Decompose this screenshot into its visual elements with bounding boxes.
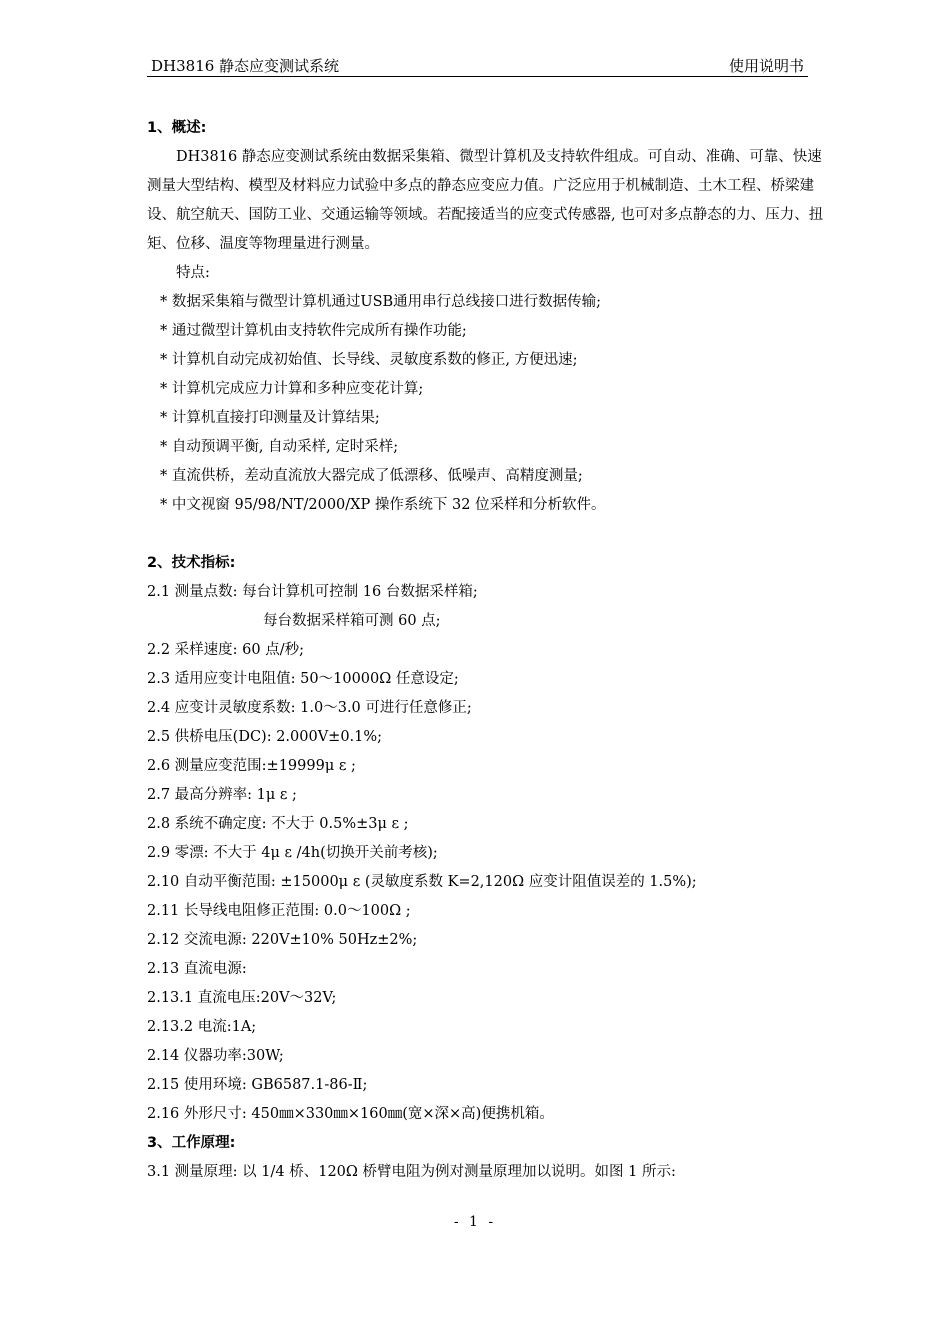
spec-item: 2.8 系统不确定度: 不大于 0.5%±3μ ε ;: [147, 816, 409, 832]
spec-item: 2.2 采样速度: 60 点/秒;: [147, 642, 304, 658]
principle-line: 3.1 测量原理: 以 1/4 桥、120Ω 桥臂电阻为例对测量原理加以说明。如图 1 所示:: [147, 1164, 676, 1180]
spec-item: 2.6 测量应变范围:±19999μ ε ;: [147, 758, 356, 774]
spec-item: 2.15 使用环境: GB6587.1-86-Ⅱ;: [147, 1077, 368, 1093]
section-1-paragraph: DH3816 静态应变测试系统由数据采集箱、微型计算机及支持软件组成。可自动、准确、可靠、快速测量大型结构、模型及材料应力试验中多点的静态应变应力值。广泛应用于机械制造、土木工程、桥梁建设、航空航天、国防工业、交通运输等领域。若配接适当的应变式传感器, 也可对多点静态的力、压力、扭矩、位移、温度等物理量进行测量。: [147, 149, 824, 252]
header-doc-type: 使用说明书: [728, 57, 804, 75]
spec-item: 2.7 最高分辨率: 1μ ε ;: [147, 787, 297, 803]
feature-item: * 计算机完成应力计算和多种应变花计算;: [160, 381, 424, 397]
spec-item: 2.16 外形尺寸: 450㎜×330㎜×160㎜(宽×深×高)便携机箱。: [147, 1106, 554, 1122]
section-3-title: 3、工作原理:: [147, 1135, 236, 1151]
spec-item: 每台数据采样箱可测 60 点;: [263, 613, 441, 629]
features-label: 特点:: [176, 265, 210, 281]
spec-item: 2.11 长导线电阻修正范围: 0.0～100Ω ;: [147, 903, 411, 919]
spec-item: 2.10 自动平衡范围: ±15000μ ε (灵敏度系数 K=2,120Ω 应变计阻值误差的 1.5%);: [147, 874, 697, 890]
spec-item: 2.9 零漂: 不大于 4μ ε /4h(切换开关前考核);: [147, 845, 438, 861]
header-title: DH3816 静态应变测试系统: [151, 57, 340, 75]
spec-item: 2.3 适用应变计电阻值: 50～10000Ω 任意设定;: [147, 671, 459, 687]
feature-item: * 中文视窗 95/98/NT/2000/XP 操作系统下 32 位采样和分析软件。: [160, 497, 606, 513]
spec-item: 2.5 供桥电压(DC): 2.000V±0.1%;: [147, 729, 383, 745]
feature-item: * 计算机直接打印测量及计算结果;: [160, 410, 380, 426]
spec-item: 2.1 测量点数: 每台计算机可控制 16 台数据采样箱;: [147, 584, 478, 600]
feature-item: * 数据采集箱与微型计算机通过USB通用串行总线接口进行数据传输;: [160, 294, 602, 310]
document-body: [147, 114, 827, 1187]
feature-item: * 自动预调平衡, 自动采样, 定时采样;: [160, 439, 399, 455]
feature-item: * 通过微型计算机由支持软件完成所有操作功能;: [160, 323, 467, 339]
spec-item: 2.12 交流电源: 220V±10% 50Hz±2%;: [147, 932, 418, 948]
spec-item: 2.14 仪器功率:30W;: [147, 1048, 284, 1064]
spec-item: 2.13.1 直流电压:20V～32V;: [147, 990, 337, 1006]
feature-item: * 计算机自动完成初始值、长导线、灵敏度系数的修正, 方便迅速;: [160, 352, 578, 368]
page-header: [147, 52, 808, 77]
section-1-title: 1、概述:: [147, 120, 207, 136]
spec-item: 2.4 应变计灵敏度系数: 1.0～3.0 可进行任意修正;: [147, 700, 472, 716]
section-2-title: 2、技术指标:: [147, 555, 236, 571]
spec-item: 2.13.2 电流:1A;: [147, 1019, 257, 1035]
feature-item: * 直流供桥，差动直流放大器完成了低漂移、低噪声、高精度测量;: [160, 468, 583, 484]
spec-item: 2.13 直流电源:: [147, 961, 247, 977]
page-number: - 1 -: [453, 1214, 497, 1230]
